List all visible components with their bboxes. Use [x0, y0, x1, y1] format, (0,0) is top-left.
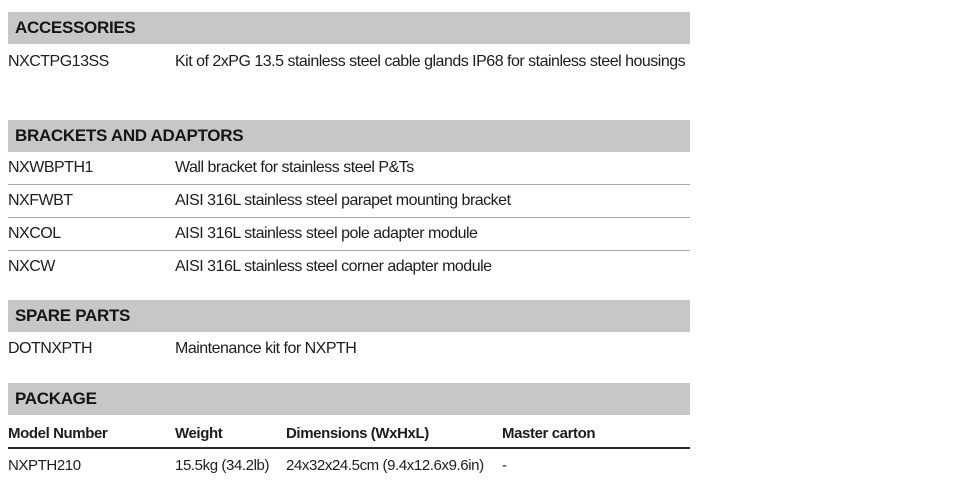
model-code-cell: NXWBPTH1: [8, 159, 93, 176]
table-row: [8, 49, 690, 74]
dimensions-cell: 24x32x24.5cm (9.4x12.6x9.6in): [286, 457, 484, 474]
section-title-accessories: ACCESSORIES: [15, 18, 136, 37]
column-header-master-carton: Master carton: [502, 425, 596, 442]
description-cell: Kit of 2xPG 13.5 stainless steel cable glands IP68 for stainless steel housings: [175, 53, 686, 70]
table-row: [8, 185, 690, 218]
table-row: [8, 218, 690, 251]
section-title-spare-parts: SPARE PARTS: [15, 306, 131, 325]
model-code-cell: NXCOL: [8, 225, 61, 242]
package-table: [8, 420, 690, 474]
section-header-brackets: [8, 120, 690, 152]
section-header-spare-parts: [8, 300, 690, 332]
description-cell: AISI 316L stainless steel corner adapter module: [175, 258, 492, 275]
model-code-cell: NXFWBT: [8, 192, 73, 209]
column-header-dimensions: Dimensions (WxHxL): [286, 425, 429, 442]
table-row: [8, 457, 690, 474]
section-title-package: PACKAGE: [15, 389, 97, 408]
description-cell: AISI 316L stainless steel pole adapter module: [175, 225, 478, 242]
table-row: [8, 251, 690, 283]
model-code-cell: NXCW: [8, 258, 55, 275]
section-title-brackets: BRACKETS AND ADAPTORS: [15, 126, 244, 145]
description-cell: Wall bracket for stainless steel P&Ts: [175, 159, 414, 176]
column-header-weight: Weight: [175, 425, 223, 442]
spare-parts-table: [8, 336, 690, 361]
table-row: [8, 336, 690, 361]
weight-cell: 15.5kg (34.2lb): [175, 457, 270, 474]
description-cell: AISI 316L stainless steel parapet mounting bracket: [175, 192, 511, 209]
section-header-package: [8, 383, 690, 415]
accessories-table: [8, 49, 690, 74]
section-header-accessories: [8, 12, 690, 44]
model-code-cell: DOTNXPTH: [8, 340, 92, 357]
model-code-cell: NXCTPG13SS: [8, 53, 109, 70]
table-row: [8, 152, 690, 185]
brackets-table: [8, 152, 690, 283]
package-table-header-row: [8, 420, 690, 449]
description-cell: Maintenance kit for NXPTH: [175, 340, 357, 357]
master-carton-cell: -: [502, 457, 507, 474]
model-number-cell: NXPTH210: [8, 457, 81, 474]
column-header-model-number: Model Number: [8, 425, 108, 442]
